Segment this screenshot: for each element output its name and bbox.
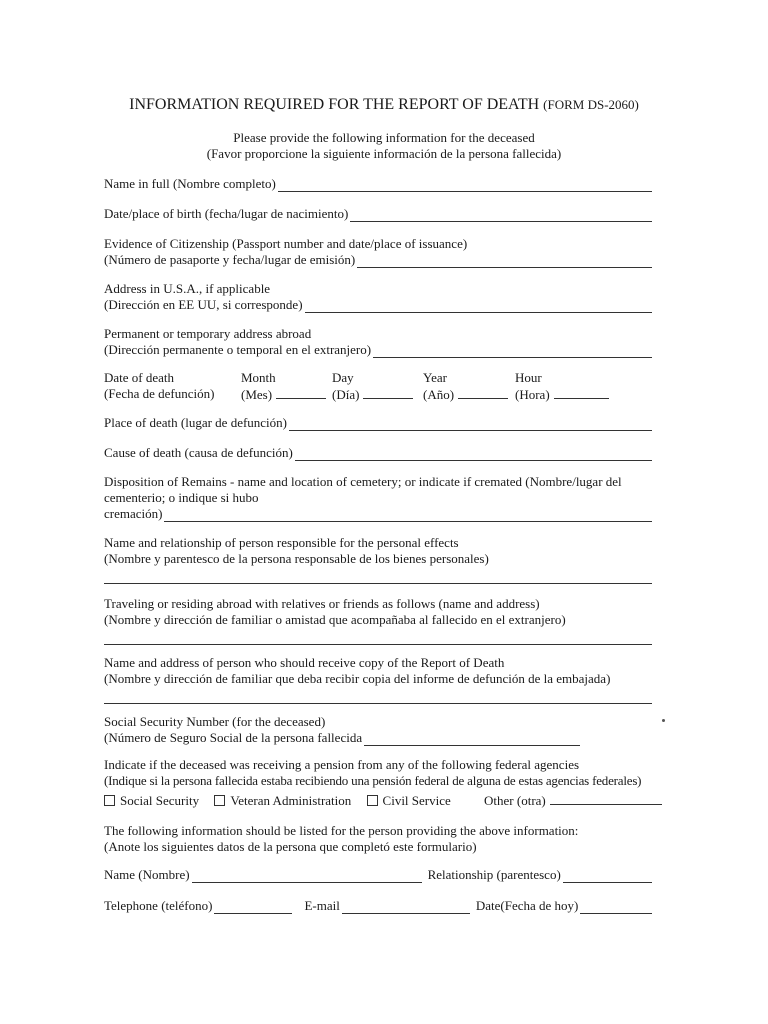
provider-date-label: Date(Fecha de hoy) <box>475 898 579 913</box>
traveling-field <box>104 596 652 645</box>
traveling-input-line[interactable] <box>104 630 652 645</box>
name-label: Name in full (Nombre completo) <box>104 176 276 191</box>
year-input-line[interactable] <box>458 386 508 399</box>
remains-label-2: cementerio; o indique si hubo <box>104 490 259 505</box>
checkbox-icon[interactable] <box>367 795 378 806</box>
hour-label-es: (Hora) <box>515 387 550 402</box>
provider-name-input-line[interactable] <box>192 870 422 883</box>
us-address-field <box>104 281 652 313</box>
death-date-label-es: (Fecha de defunción) <box>104 386 215 401</box>
us-address-label-en: Address in U.S.A., if applicable <box>104 281 271 296</box>
effects-label-en: Name and relationship of person responsible for the personal effects <box>104 535 459 550</box>
citizenship-input-line[interactable] <box>357 255 652 268</box>
option-veteran-administration[interactable] <box>214 793 351 809</box>
report-copy-label-en: Name and address of person who should receive copy of the Report of Death <box>104 655 505 670</box>
traveling-label-en: Traveling or residing abroad with relatives or friends as follows (name and address) <box>104 596 540 611</box>
title-main: INFORMATION REQUIRED FOR THE REPORT OF DEATH <box>129 96 540 113</box>
month-input-line[interactable] <box>276 386 326 399</box>
ssn-label-en: Social Security Number (for the deceased) <box>104 714 326 729</box>
intro-spanish: (Favor proporcione la siguiente información de la persona fallecida) <box>206 146 562 161</box>
option-civil-service-label: Civil Service <box>382 793 451 808</box>
abroad-address-input-line[interactable] <box>373 345 652 358</box>
report-copy-input-line[interactable] <box>104 689 652 704</box>
provider-label-es: (Anote los siguientes datos de la persona que completó este formulario) <box>104 839 477 854</box>
year-label-es: (Año) <box>423 387 455 402</box>
cause-of-death-input-line[interactable] <box>295 448 652 461</box>
hour-input-line[interactable] <box>554 386 609 399</box>
option-veteran-administration-label: Veteran Administration <box>230 793 352 808</box>
form-title <box>0 95 768 115</box>
cause-of-death-field <box>104 445 652 461</box>
effects-label-es: (Nombre y parentesco de la persona responsable de los bienes personales) <box>104 551 489 566</box>
pension-label-es: (Indique si la persona fallecida estaba recibiendo una pensión federal de alguna de estas agencias federales) <box>104 773 642 788</box>
death-date-label-en: Date of death <box>104 370 175 385</box>
provider-email-input-line[interactable] <box>342 901 470 914</box>
provider-intro <box>104 823 664 855</box>
ssn-label-es: (Número de Seguro Social de la persona fallecida <box>104 730 363 745</box>
cause-of-death-label: Cause of death (causa de defunción) <box>104 445 293 460</box>
provider-relationship-label: Relationship (parentesco) <box>427 867 561 882</box>
abroad-address-label-en: Permanent or temporary address abroad <box>104 326 312 341</box>
citizenship-label-en: Evidence of Citizenship (Passport number and date/place of issuance) <box>104 236 468 251</box>
name-field <box>104 176 652 192</box>
option-other-label: Other (otra) <box>484 793 546 808</box>
stray-mark <box>662 719 665 722</box>
ssn-input-line[interactable] <box>364 733 580 746</box>
month-label-en: Month <box>241 370 276 385</box>
provider-relationship-input-line[interactable] <box>563 870 652 883</box>
place-of-death-input-line[interactable] <box>289 418 652 431</box>
citizenship-field <box>104 236 652 268</box>
other-input-line[interactable] <box>550 792 662 805</box>
provider-email-label: E-mail <box>304 898 340 913</box>
birth-input-line[interactable] <box>350 209 652 222</box>
day-label-es: (Día) <box>332 387 360 402</box>
us-address-input-line[interactable] <box>305 300 652 313</box>
report-copy-field <box>104 655 652 704</box>
place-of-death-label: Place of death (lugar de defunción) <box>104 415 288 430</box>
provider-phone-input-line[interactable] <box>214 901 292 914</box>
hour-label-en: Hour <box>515 370 542 385</box>
day-label-en: Day <box>332 370 354 385</box>
provider-name-label: Name (Nombre) <box>104 867 190 882</box>
option-social-security[interactable] <box>104 793 199 809</box>
day-input-line[interactable] <box>363 386 413 399</box>
report-copy-label-es: (Nombre y dirección de familiar que deba recibir copia del informe de defunción de la embajada) <box>104 671 611 686</box>
option-other <box>484 792 662 809</box>
remains-input-line[interactable] <box>164 509 652 522</box>
abroad-address-field <box>104 326 652 358</box>
provider-contact-row <box>104 898 652 914</box>
birth-label: Date/place of birth (fecha/lugar de nacimiento) <box>104 206 349 221</box>
date-of-death-group <box>104 370 652 404</box>
intro-english: Please provide the following information for the deceased <box>233 130 535 145</box>
name-input-line[interactable] <box>278 179 652 192</box>
effects-field <box>104 535 652 584</box>
option-social-security-label: Social Security <box>120 793 200 808</box>
birth-field <box>104 206 652 222</box>
pension-field <box>104 757 664 809</box>
remains-label-1: Disposition of Remains - name and location of cemetery; or indicate if cremated (Nombre/lugar del <box>104 474 622 489</box>
place-of-death-field <box>104 415 652 431</box>
provider-phone-label: Telephone (teléfono) <box>104 898 213 913</box>
provider-label-en: The following information should be listed for the person providing the above information: <box>104 823 579 838</box>
checkbox-icon[interactable] <box>214 795 225 806</box>
citizenship-label-es: (Número de pasaporte y fecha/lugar de emisión) <box>104 252 356 267</box>
provider-name-row <box>104 867 652 883</box>
intro-text <box>0 130 768 162</box>
remains-field <box>104 474 664 522</box>
option-civil-service[interactable] <box>367 793 451 809</box>
month-label-es: (Mes) <box>241 387 273 402</box>
abroad-address-label-es: (Dirección permanente o temporal en el extranjero) <box>104 342 372 357</box>
us-address-label-es: (Dirección en EE UU, si corresponde) <box>104 297 303 312</box>
provider-date-input-line[interactable] <box>580 901 652 914</box>
ssn-field <box>104 714 652 746</box>
pension-label-en: Indicate if the deceased was receiving a pension from any of the following federal agencies <box>104 757 580 772</box>
remains-label-3: cremación) <box>104 506 163 521</box>
effects-input-line[interactable] <box>104 569 652 584</box>
checkbox-icon[interactable] <box>104 795 115 806</box>
traveling-label-es: (Nombre y dirección de familiar o amistad que acompañaba al fallecido en el extranjero) <box>104 612 566 627</box>
pension-options <box>104 792 664 809</box>
year-label-en: Year <box>423 370 447 385</box>
form-number: (FORM DS-2060) <box>543 97 639 112</box>
